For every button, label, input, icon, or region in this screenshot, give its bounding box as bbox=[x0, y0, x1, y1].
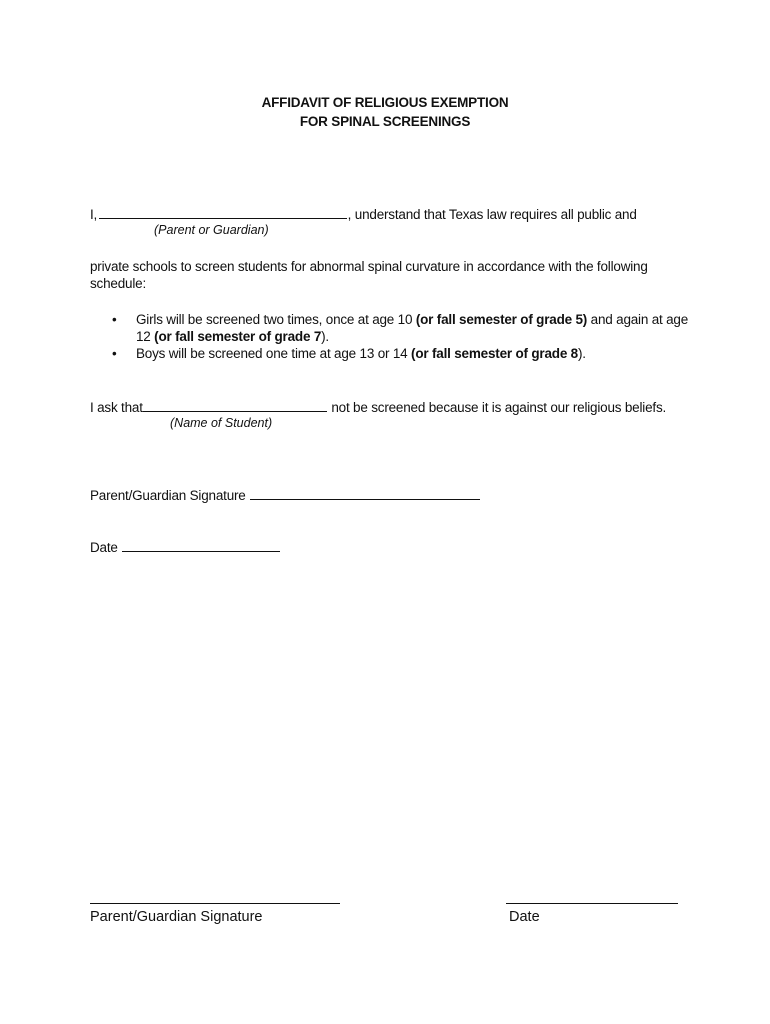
parent-name-field[interactable] bbox=[99, 206, 347, 219]
bullet-icon: • bbox=[112, 346, 117, 361]
schedule-intro-line2: schedule: bbox=[90, 276, 146, 291]
document-title-line2: FOR SPINAL SCREENINGS bbox=[299, 114, 471, 129]
schedule-intro-line1: private schools to screen students for abnormal spinal curvature in accordance with the following bbox=[90, 259, 648, 274]
footer-date-label: Date bbox=[509, 909, 540, 925]
footer-signature-line[interactable] bbox=[90, 903, 340, 904]
document-title-line1: AFFIDAVIT OF RELIGIOUS EXEMPTION bbox=[261, 95, 509, 110]
parent-statement-line bbox=[90, 206, 637, 222]
date-row bbox=[90, 539, 281, 555]
footer-signature-label: Parent/Guardian Signature bbox=[90, 909, 263, 925]
student-name-field[interactable] bbox=[143, 399, 327, 412]
parent-statement-prefix: I, bbox=[90, 207, 98, 222]
date-label: Date bbox=[90, 540, 118, 555]
signature-label: Parent/Guardian Signature bbox=[90, 488, 246, 503]
footer-date-line[interactable] bbox=[506, 903, 678, 904]
date-field[interactable] bbox=[122, 539, 280, 552]
parent-statement-suffix: , understand that Texas law requires all public and bbox=[347, 207, 637, 222]
student-name-hint: (Name of Student) bbox=[170, 416, 273, 430]
bullet-icon: • bbox=[112, 312, 117, 327]
student-statement-prefix: I ask that bbox=[90, 400, 143, 415]
list-item-boys: • Boys will be screened one time at age 13 or 14 (or fall semester of grade 8). bbox=[112, 346, 586, 361]
list-item-girls: • Girls will be screened two times, once at age 10 (or fall semester of grade 5) and again at age 12 (or fall semester of grade 7). bbox=[112, 312, 689, 344]
student-exemption-line bbox=[90, 399, 666, 415]
signature-field[interactable] bbox=[250, 487, 480, 500]
screening-schedule-list bbox=[112, 311, 692, 362]
student-statement-suffix: not be screened because it is against our religious beliefs. bbox=[327, 400, 667, 415]
signature-row bbox=[90, 487, 481, 503]
parent-name-hint: (Parent or Guardian) bbox=[154, 223, 269, 237]
